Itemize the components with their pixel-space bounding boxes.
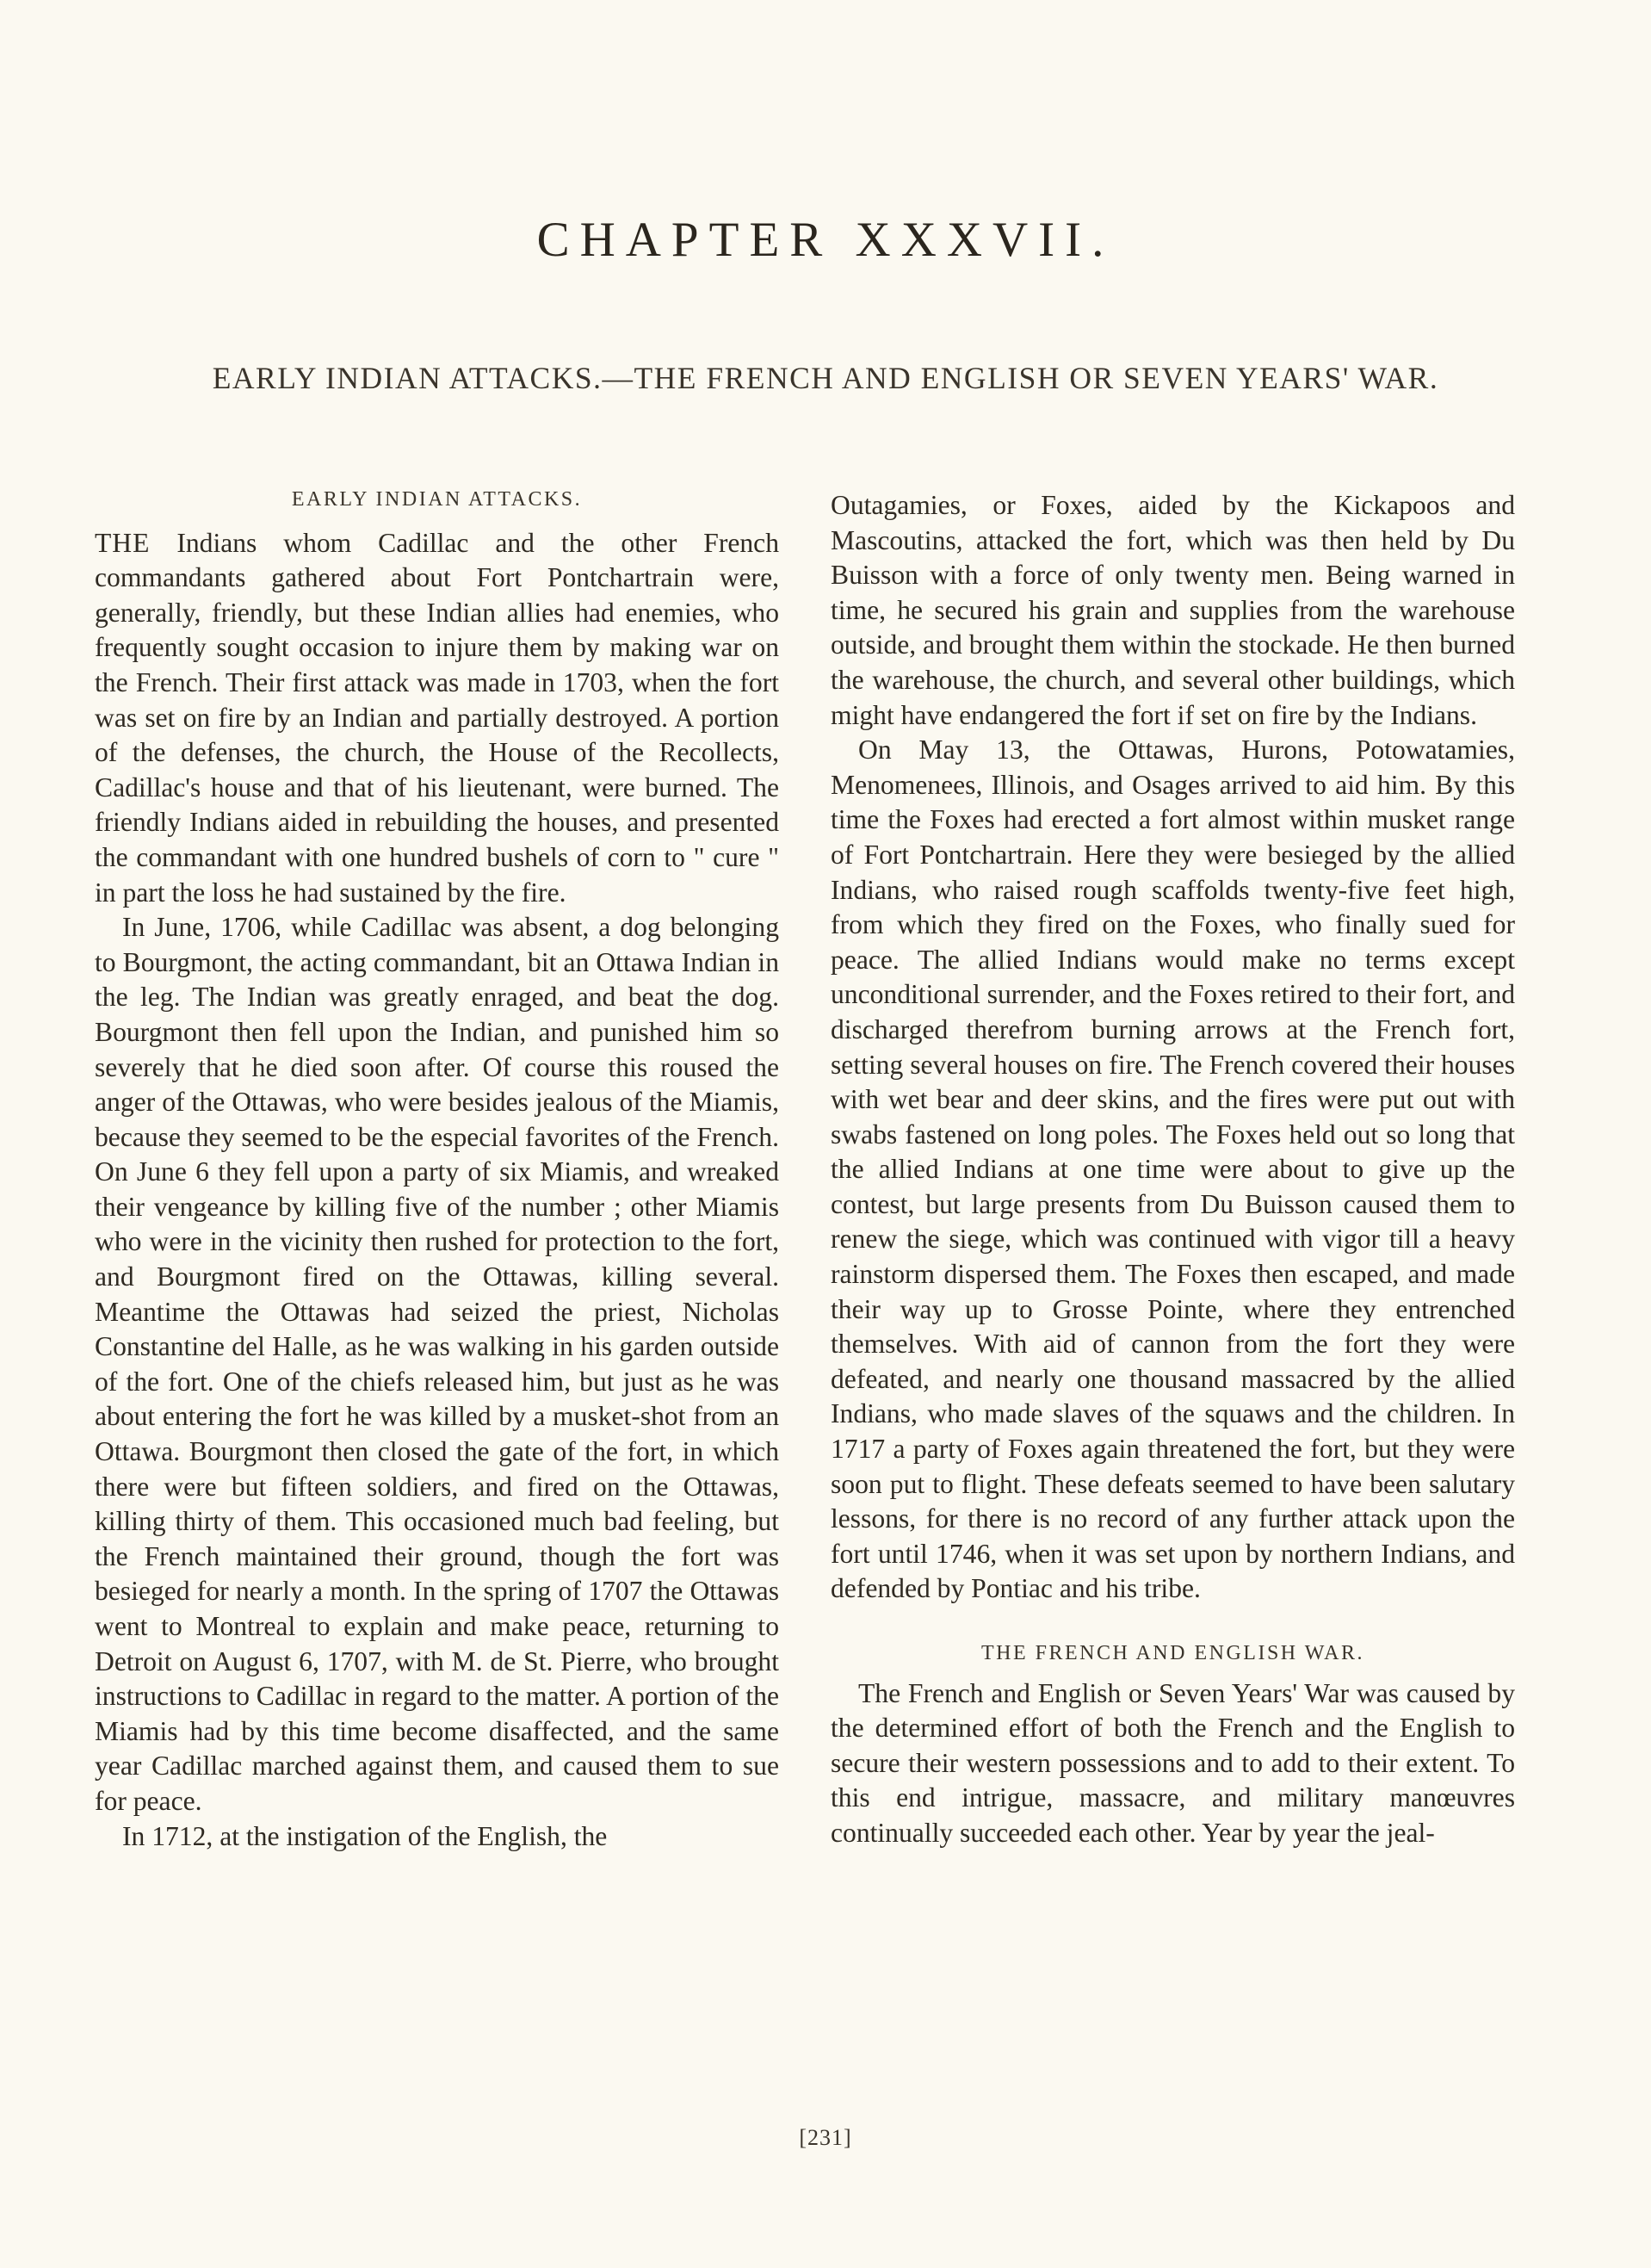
paragraph-1-text: Indians whom Cadillac and the other French commandants gathered about Fort Pontchartrain were, generally, friendly, but these Indian allies had enemies, who frequently sought occasion to injure them by making war on the French. Their first attack was made in 1703, when the fort was set on fire by an Indian and partially destroyed. A portion of the defenses, the church, the House of the Recollects, Cadillac's house and that of his lieutenant, were burned. The friendly Indians aided in rebuilding the houses, and presented the commandant with one hundred bushels of corn to " cure " in part the loss he had sustained by the fire. <box>95 527 779 908</box>
paragraph-3-continued: Outagamies, or Foxes, aided by the Kickapoos and Mascoutins, attacked the fort, which was then held by Du Buisson with a force of only twenty men. Being warned in time, he secured his grain and supplies from the warehouse outside, and brought them within the stockade. He then burned the warehouse, the church, and several other buildings, which might have endangered the fort if set on fire by the Indians. <box>831 490 1515 730</box>
paragraph-4: On May 13, the Ottawas, Hurons, Potowatamies, Menomenees, Illinois, and Osages arrived to aid him. By this time the Foxes had erected a fort almost within musket range of Fort Pontchartrain. Here they were besieged by the allied Indians, who raised rough scaffolds twenty-five feet high, from which they fired on the Foxes, who finally sued for peace. The allied Indians would make no terms except unconditional surrender, and the Foxes retired to their fort, and discharged therefrom burning arrows at the French fort, setting several houses on fire. The French covered their houses with wet bear and deer skins, and the fires were put out with swabs fastened on long poles. The Foxes held out so long that the allied Indians at one time were about to give up the contest, but large presents from Du Buisson caused them to renew the siege, which was continued with vigor till a heavy rainstorm dispersed them. The Foxes then escaped, and made their way up to Grosse Pointe, where they entrenched themselves. With aid of cannon from the fort they were defeated, and nearly one thousand massacred by the allied Indians, who made slaves of the squaws and the children. In 1717 a party of Foxes again threatened the fort, but they were soon put to flight. These defeats seemed to have been salutary lessons, for there is no record of any further attack upon the fort until 1746, when it was set upon by northern Indians, and defended by Pontiac and his tribe. <box>831 734 1515 1604</box>
left-column <box>95 482 779 1854</box>
paragraph-lead-word: THE <box>95 527 151 558</box>
paragraph-5: The French and English or Seven Years' War was caused by the determined effort of both the French and the English to secure their western possessions and to add to their extent. To this end intrigue, massacre, and military manœuvres continually succeeded each other. Year by year the jeal- <box>831 1677 1515 1848</box>
chapter-subtitle: EARLY INDIAN ATTACKS.—THE FRENCH AND ENGLISH OR SEVEN YEARS' WAR. <box>212 361 1439 395</box>
section-heading-french-english-war: THE FRENCH AND ENGLISH WAR. <box>980 1642 1365 1664</box>
page-number: [231] <box>799 2125 852 2150</box>
right-column <box>831 488 1515 1851</box>
section-heading-early-attacks: EARLY INDIAN ATTACKS. <box>291 488 583 511</box>
chapter-title: CHAPTER XXXVII. <box>536 213 1115 267</box>
paragraph-1 <box>95 526 779 911</box>
paragraph-2: In June, 1706, while Cadillac was absent, a dog belonging to Bourgmont, the acting commandant, bit an Ottawa Indian in the leg. The Indian was greatly enraged, and beat the dog. Bourgmont then fell upon the Indian, and punished him so severely that he died soon after. Of course this roused the anger of the Ottawas, who were besides jealous of the Miamis, because they seemed to be the especial favorites of the French. On June 6 they fell upon a party of six Miamis, and wreaked their vengeance by killing five of the number ; other Miamis who were in the vicinity then rushed for protection to the fort, and Bourgmont fired on the Ottawas, killing several. Meantime the Ottawas had seized the priest, Nicholas Constantine del Halle, as he was walking in his garden outside of the fort. One of the chiefs released him, but just as he was about entering the fort he was killed by a musket-shot from an Ottawa. Bourgmont then closed the gate of the fort, in which there were but fifteen soldiers, and fired on the Ottawas, killing thirty of them. This occasioned much bad feeling, but the French maintained their ground, though the fort was besieged for nearly a month. In the spring of 1707 the Ottawas went to Montreal to explain and make peace, returning to Detroit on August 6, 1707, with M. de St. Pierre, who brought instructions to Cadillac in regard to the matter. A portion of the Miamis had by this time become disaffected, and the same year Cadillac marched against them, and caused them to sue for peace. <box>95 912 779 1816</box>
paragraph-3-start: In 1712, at the instigation of the English, the <box>122 1820 608 1851</box>
